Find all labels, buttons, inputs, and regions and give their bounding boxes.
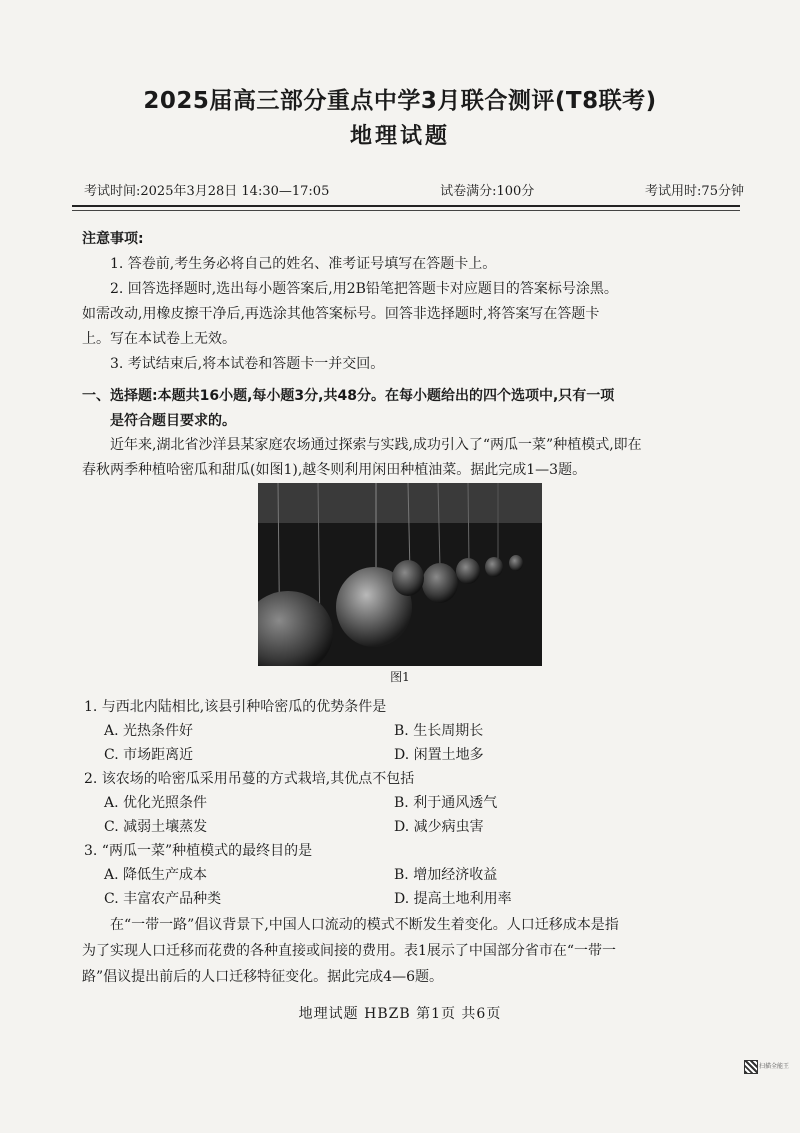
full-score: 试卷满分:100分 [440,184,535,199]
notice-item-2-cont: 如需改动,用橡皮擦干净后,再选涂其他答案标号。回答非选择题时,将答案写在答题卡 [82,306,600,322]
qr-code-icon [744,1060,758,1074]
figure-1-photo [258,483,542,666]
exam-time: 考试时间:2025年3月28日 14:30—17:05 [84,184,330,199]
passage-2-line-2: 为了实现人口迁移而花费的各种直接或间接的费用。表1展示了中国部分省市在“一带一 [82,943,617,959]
passage-1 [82,433,740,483]
figure-caption: 图1 [390,670,410,684]
q2-option-d: D. 减少病虫害 [394,819,484,835]
q1-option-b: B. 生长周期长 [394,723,484,739]
passage-1-line-1: 近年来,湖北省沙洋县某家庭农场通过探索与实践,成功引入了“两瓜一菜”种植模式,即在 [110,437,642,453]
passage-1-line-2: 春秋两季种植哈密瓜和甜瓜(如图1),越冬则利用闲田种植油菜。据此完成1—3题。 [82,462,587,478]
q2-option-b: B. 利于通风透气 [394,795,498,811]
exam-duration: 考试用时:75分钟 [645,184,744,199]
q2-option-a: A. 优化光照条件 [104,795,208,811]
question-2-stem: 2. 该农场的哈密瓜采用吊蔓的方式栽培,其优点不包括 [84,771,415,787]
question-1-stem: 1. 与西北内陆相比,该县引种哈密瓜的优势条件是 [84,699,387,715]
divider-thick [72,205,740,207]
passage-2-line-3: 路”倡议提出前后的人口迁移特征变化。据此完成4—6题。 [82,969,443,985]
notice-item-2-end: 上。写在本试卷上无效。 [82,331,236,347]
q3-option-b: B. 增加经济收益 [394,867,498,883]
passage-2-line-1: 在“一带一路”倡议背景下,中国人口流动的模式不断发生着变化。人口迁移成本是指 [110,917,619,933]
exam-title: 2025届高三部分重点中学3月联合测评(T8联考) [143,88,657,114]
section-heading [82,384,740,434]
exam-info-row [84,180,744,199]
scanner-watermark: 扫描全能王 [759,1063,790,1070]
q3-option-d: D. 提高土地利用率 [394,891,512,907]
q1-option-c: C. 市场距离近 [104,747,194,763]
subject-title: 地理试题 [349,124,450,149]
q2-option-c: C. 减弱土壤蒸发 [104,819,208,835]
q3-option-c: C. 丰富农产品种类 [104,891,222,907]
melon-photo-icon [258,483,542,666]
notice-item-3: 3. 考试结束后,将本试卷和答题卡一并交回。 [110,356,385,372]
notice-item-1: 1. 答卷前,考生务必将自己的姓名、准考证号填写在答题卡上。 [110,256,497,272]
divider-thin [72,210,740,211]
page-footer: 地理试题 HBZB 第1页 共6页 [298,1006,502,1022]
notice-item-2: 2. 回答选择题时,选出每小题答案后,用2B铅笔把答题卡对应题目的答案标号涂黑。 [110,281,618,297]
notice-block [82,227,740,377]
section-line-2: 是符合题目要求的。 [110,413,236,429]
q1-option-a: A. 光热条件好 [104,723,194,739]
passage-2 [82,912,740,990]
q1-option-d: D. 闲置土地多 [394,747,484,763]
question-3-stem: 3. “两瓜一菜”种植模式的最终目的是 [84,843,313,859]
notice-heading: 注意事项: [82,231,144,247]
section-line-1: 一、选择题:本题共16小题,每小题3分,共48分。在每小题给出的四个选项中,只有一项 [82,388,615,404]
q3-option-a: A. 降低生产成本 [104,867,208,883]
